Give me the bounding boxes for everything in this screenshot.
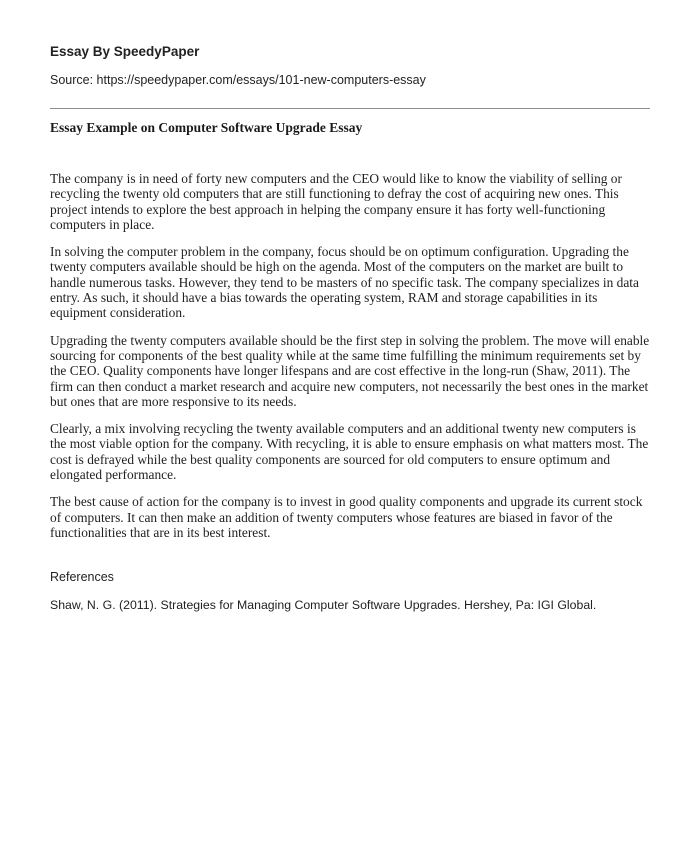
- essay-title: Essay Example on Computer Software Upgrade Essay: [50, 120, 363, 135]
- paragraph: In solving the computer problem in the company, focus should be on optimum configuration. Upgrading the twenty computers available should be high on the agenda. Most of the computers on the market are built to handle numerous tasks. However, they tend to be masters of no specific task. The company specializes in data entry. As such, it should have a bias towards the operating system, RAM and storage capabilities in its equipment consideration.: [50, 244, 639, 321]
- references-heading: References: [50, 570, 114, 584]
- paragraph: Upgrading the twenty computers available should be the first step in solving the problem. The move will enable sourcing for components of the best quality while at the same time fulfilling the minimum requirements set by the CEO. Quality components have longer lifespans and are cost effective in the long-run (Shaw, 2011). The firm can then conduct a market research and acquire new computers, not necessarily the best ones in the market but ones that are more responsive to its needs.: [50, 332, 650, 409]
- reference-entry: Shaw, N. G. (2011). Strategies for Managing Computer Software Upgrades. Hershey, Pa: IGI Global.: [50, 598, 597, 612]
- paragraph: The company is in need of forty new computers and the CEO would like to know the viability of selling or recycling the twenty old computers that are still functioning to defray the cost of acquiring new ones. This project intends to explore the best approach in helping the company ensure it has forty well-functioning computers in place.: [50, 171, 622, 232]
- brand-title: Essay By SpeedyPaper: [50, 44, 200, 59]
- source-line: Source: https://speedypaper.com/essays/101-new-computers-essay: [50, 73, 426, 87]
- essay-body: [50, 171, 654, 552]
- header-divider: [50, 108, 650, 109]
- paragraph: Clearly, a mix involving recycling the twenty available computers and an additional twenty new computers is the most viable option for the company. With recycling, it is able to ensure emphasis on what matters most. The cost is defrayed while the best quality components are sourced for old computers to ensure optimum and elongated performance.: [50, 421, 649, 483]
- paragraph: The best cause of action for the company is to invest in good quality components and upgrade its current stock of computers. It can then make an addition of twenty computers whose features are biased in favor of the functionalities that are in its best interest.: [50, 494, 643, 540]
